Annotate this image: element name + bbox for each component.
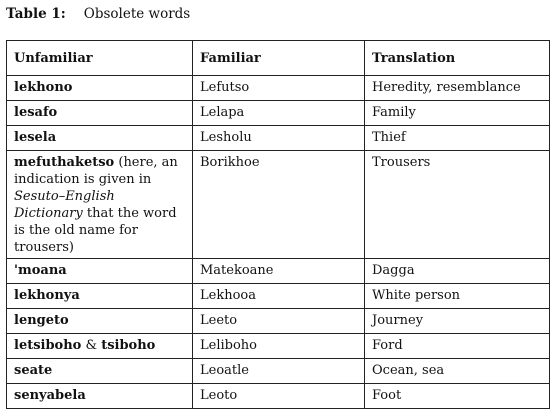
cell-unfamiliar: seate <box>7 359 193 384</box>
cell-unfamiliar: lekhonya <box>7 284 193 309</box>
cell-unfamiliar: lengeto <box>7 309 193 334</box>
obsolete-words-table <box>6 40 550 409</box>
header-translation: Translation <box>365 41 550 76</box>
unfamiliar-word-alt: tsiboho <box>101 338 156 353</box>
ampersand: & <box>81 338 102 353</box>
table-row <box>7 284 550 309</box>
cell-translation: Dagga <box>365 259 550 284</box>
table-caption <box>6 6 190 22</box>
cell-familiar: Leeto <box>193 309 365 334</box>
table-row <box>7 359 550 384</box>
cell-familiar: Leliboho <box>193 334 365 359</box>
cell-translation: Trousers <box>365 151 550 259</box>
table-row <box>7 259 550 284</box>
cell-unfamiliar: lesafo <box>7 101 193 126</box>
cell-translation: Family <box>365 101 550 126</box>
cell-translation: Ford <box>365 334 550 359</box>
note-text-b: that the word is the old name for trousers) <box>14 206 177 255</box>
cell-unfamiliar <box>7 334 193 359</box>
cell-familiar: Borikhoe <box>193 151 365 259</box>
unfamiliar-word: mefuthaketso <box>14 155 115 170</box>
cell-familiar: Lelapa <box>193 101 365 126</box>
table-row <box>7 126 550 151</box>
cell-unfamiliar: lekhono <box>7 76 193 101</box>
table-row <box>7 76 550 101</box>
cell-familiar: Lefutso <box>193 76 365 101</box>
caption-title: Obsolete words <box>83 6 191 22</box>
table-row <box>7 151 550 259</box>
cell-familiar: Leoto <box>193 384 365 409</box>
cell-familiar: Leoatle <box>193 359 365 384</box>
table-row <box>7 101 550 126</box>
note-text-a: (here, an indication is given in <box>14 155 178 187</box>
header-unfamiliar: Unfamiliar <box>7 41 193 76</box>
cell-familiar: Lekhooa <box>193 284 365 309</box>
cell-translation: Heredity, resemblance <box>365 76 550 101</box>
caption-number: Table 1: <box>6 6 66 22</box>
cell-translation: White person <box>365 284 550 309</box>
table-row <box>7 334 550 359</box>
unfamiliar-word: letsiboho <box>14 338 82 353</box>
cell-translation: Ocean, sea <box>365 359 550 384</box>
note-dictionary-title: Sesuto–English Dictionary <box>14 189 115 221</box>
cell-unfamiliar <box>7 151 193 259</box>
cell-unfamiliar: lesela <box>7 126 193 151</box>
cell-familiar: Matekoane <box>193 259 365 284</box>
cell-familiar: Lesholu <box>193 126 365 151</box>
table-header-row <box>7 41 550 76</box>
cell-translation: Foot <box>365 384 550 409</box>
table-row <box>7 384 550 409</box>
cell-translation: Journey <box>365 309 550 334</box>
cell-translation: Thief <box>365 126 550 151</box>
cell-unfamiliar: 'moana <box>7 259 193 284</box>
cell-unfamiliar: senyabela <box>7 384 193 409</box>
header-familiar: Familiar <box>193 41 365 76</box>
table-row <box>7 309 550 334</box>
